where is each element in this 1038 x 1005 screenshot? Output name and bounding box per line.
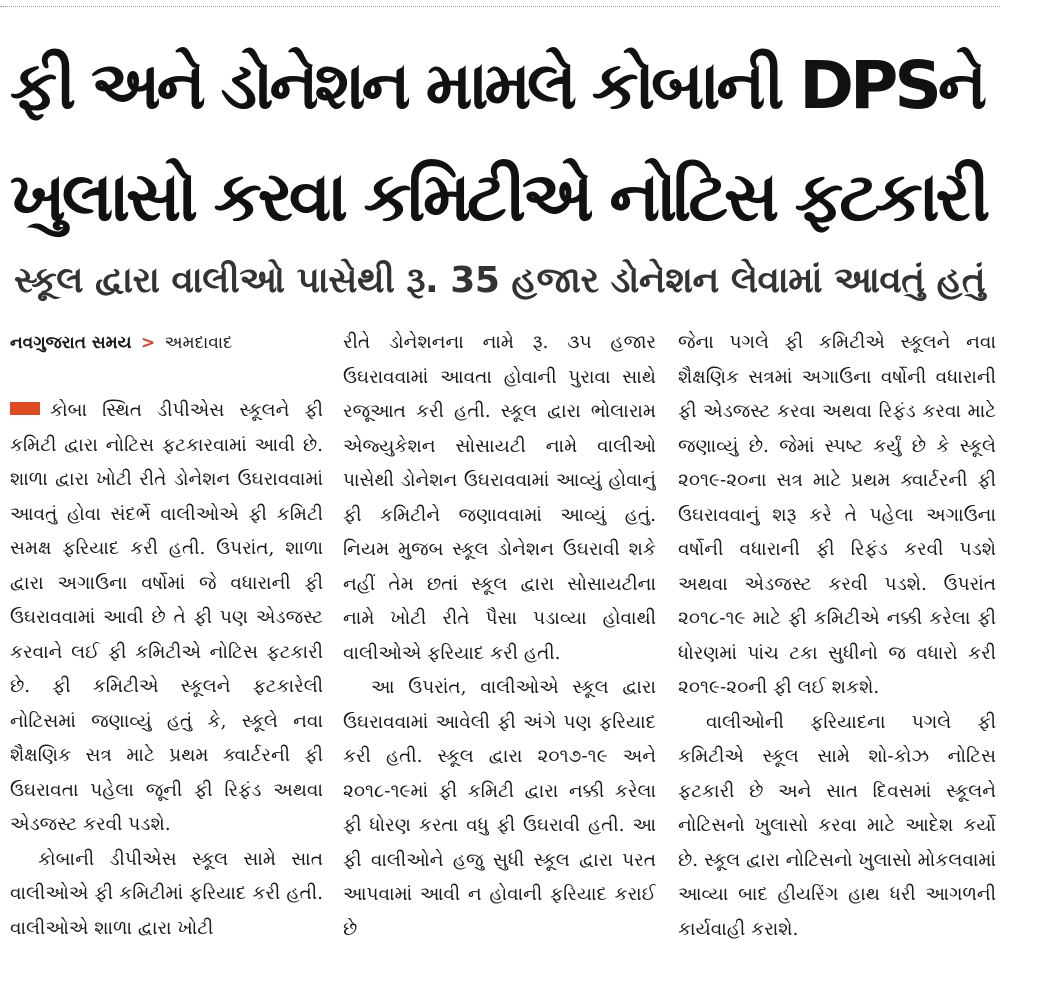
paragraph: જેના પગલે ફી કમિટીએ સ્કૂલને નવા શૈક્ષણિક સત્રમાં અગાઉના વર્ષોની વધારાની ફી એડજસ્ટ કરવા અથવા રિફંડ કરવા માટે જણાવ્યું છે. જેમાં સ્પષ્ટ કર્યું છે કે સ્કૂલે ૨૦૧૯-૨૦ના સત્ર માટે પ્રથમ ક્વાર્ટરની ફી ઉઘરાવવાનું શરૂ કરે તે પહેલા અગાઉના વર્ષોની વધારાની ફી રિફંડ કરવી પડશે અથવા એડજસ્ટ કરવી પડશે. ઉપરાંત ૨૦૧૮-૧૯ માટે ફી કમિટીએ નક્કી કરેલા ફી ધોરણમાં પાંચ ટકા સુધીનો જ વધારો કરી ૨૦૧૯-૨૦ની ફી લઈ શકશે. bbox=[678, 332, 996, 698]
paragraph: કોબાની ડીપીએસ સ્કૂલ સામે સાત વાલીઓએ ફી કમિટીમાં ફરિયાદ કરી હતી. વાલીઓએ શાળા દ્વારા ખોટી bbox=[10, 848, 323, 939]
paragraph-text: કોબા સ્થિત ડીપીએસ સ્કૂલને ફી કમિટી દ્વારા નોટિસ ફટકારવામાં આવી છે. શાળા દ્વારા ખોટી રીતે ડોનેશન ઉઘરાવવામાં આવતું હોવા સંદર્ભે વાલીઓએ ફી કમિટી સમક્ષ ફરિયાદ કરી હતી. ઉપરાંત, શાળા દ્વારા અગાઉના વર્ષોમાં જે વધારાની ફી ઉઘરાવવામાં આવી છે તે ફી પણ એડજસ્ટ કરવાને લઈ ફી કમિટીએ નોટિસ ફટકારી છે. ફી કમિટીએ સ્કૂલને ફટકારેલી નોટિસમાં જણાવ્યું હતું કે, સ્કૂલે નવા શૈક્ષણિક સત્ર માટે પ્રથમ ક્વાર્ટરની ફી ઉઘરાવતા પહેલા જૂની ફી રિફંડ અથવા એડજસ્ટ કરવી પડશે. bbox=[10, 400, 323, 835]
article-column-3 bbox=[678, 326, 996, 998]
headline-line-1: ફી અને ડોનેશન મામલે કોબાની DPSને bbox=[10, 47, 984, 124]
dateline-source: નવગુજરાત સમય bbox=[10, 333, 132, 353]
top-dotted-rule bbox=[0, 6, 1000, 7]
subheadline: સ્કૂલ દ્વારા વાલીઓ પાસેથી રૂ. 35 હજાર ડોનેશન લેવામાં આવતું હતું bbox=[14, 260, 986, 301]
paragraph: રીતે ડોનેશનના નામે રૂ. ૩૫ હજાર ઉઘરાવવામાં આવતા હોવાની પુરાવા સાથે રજૂઆત કરી હતી. સ્કૂલ દ્વારા ભોલારામ એજ્યુકેશન સોસાયટી નામે વાલીઓ પાસેથી ડોનેશન ઉઘરાવવામાં આવ્યું હોવાનું ફી કમિટીને જણાવવામાં આવ્યું હતું. નિયમ મુજબ સ્કૂલ ડોનેશન ઉઘરાવી શકે નહીં તેમ છતાં સ્કૂલ દ્વારા સોસાયટીના નામે ખોટી રીતે પૈસા પડાવ્યા હોવાથી વાલીઓએ ફરિયાદ કરી હતી. bbox=[343, 332, 656, 664]
dateline bbox=[10, 326, 323, 360]
paragraph bbox=[10, 394, 323, 843]
dateline-city: અમદાવાદ bbox=[164, 333, 233, 353]
article-column-2 bbox=[343, 326, 656, 998]
paragraph: વાલીઓની ફરિયાદના પગલે ફી કમિટીએ સ્કૂલ સામે શો-કોઝ નોટિસ ફટકારી છે અને સાત દિવસમાં સ્કૂલને નોટિસનો ખુલાસો કરવા માટે આદેશ કર્યો છે. સ્કૂલ દ્વારા નોટિસનો ખુલાસો મોકલવામાં આવ્યા બાદ હીયરિંગ હાથ ધરી આગળની કાર્યવાહી કરાશે. bbox=[678, 711, 996, 940]
headline-line-2: ખુલાસો કરવા કમિટીએ નોટિસ ફટકારી bbox=[10, 158, 987, 237]
dateline-separator: > bbox=[141, 333, 156, 353]
paragraph: આ ઉપરાંત, વાલીઓએ સ્કૂલ દ્વારા ઉઘરાવવામાં આવેલી ફી અંગે પણ ફરિયાદ કરી હતી. સ્કૂલ દ્વારા ૨૦૧૭-૧૯ અને ૨૦૧૮-૧૯માં ફી કમિટી દ્વારા નક્કી કરેલા ફી ધોરણ કરતા વધુ ફી ઉઘરાવી હતી. આ ફી વાલીઓને હજુ સુધી સ્કૂલ દ્વારા પરત આપવામાં આવી ન હોવાની ફરિયાદ કરાઈ છે bbox=[343, 677, 656, 940]
article-column-1 bbox=[10, 326, 323, 998]
lead-marker-icon bbox=[10, 402, 40, 415]
